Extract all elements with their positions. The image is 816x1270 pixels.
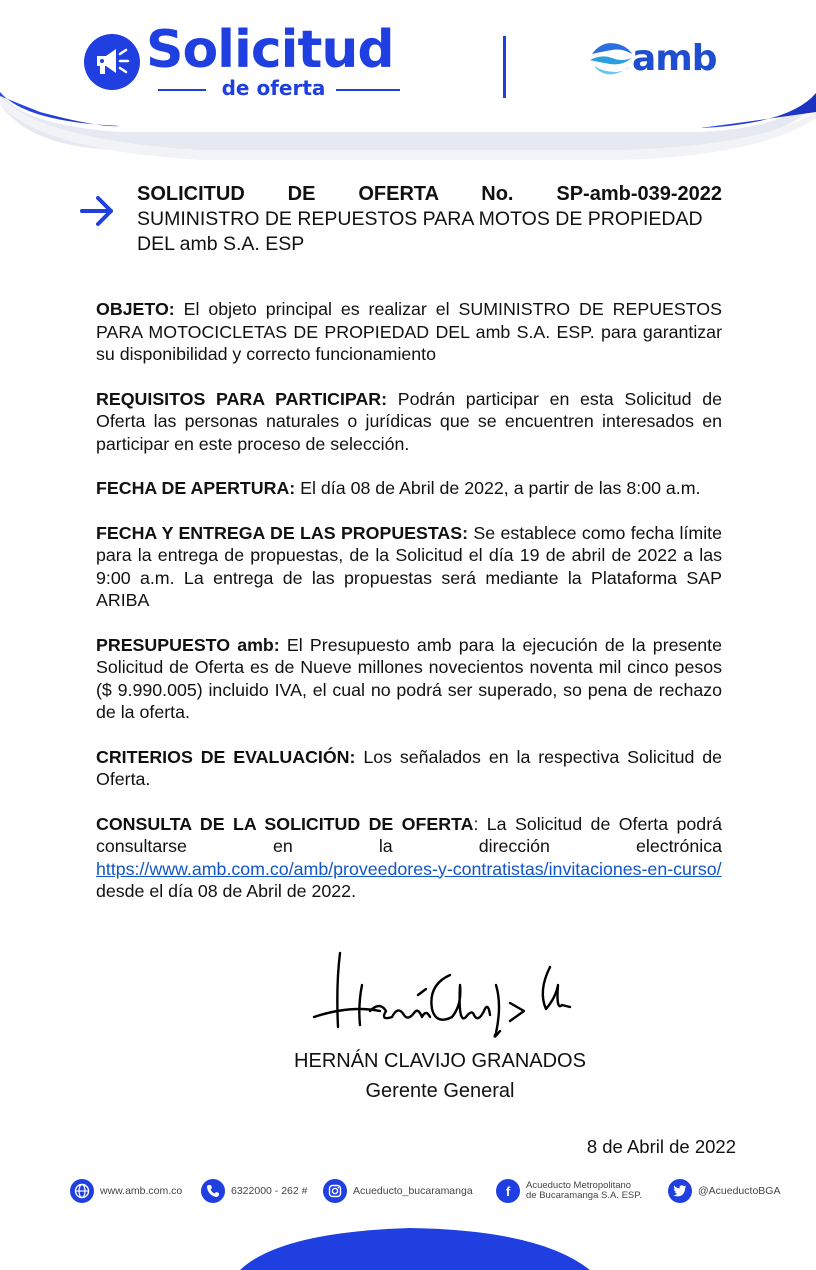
footer-instagram[interactable] <box>323 1178 473 1204</box>
footer-web[interactable] <box>70 1178 182 1204</box>
megaphone-icon <box>84 34 140 90</box>
section-label: FECHA DE APERTURA: <box>96 478 296 498</box>
section-text: Los señalados en la respectiva Solicitud de Oferta. <box>96 746 723 789</box>
document-date: 8 de Abril de 2022 <box>586 1136 736 1157</box>
footer-facebook-line2: de Bucaramanga S.A. ESP. <box>526 1190 643 1201</box>
globe-icon <box>70 1179 94 1203</box>
page-header <box>0 0 816 165</box>
phone-icon <box>201 1179 225 1203</box>
handwritten-signature <box>300 945 580 1040</box>
title-word: SOLICITUD <box>137 183 245 205</box>
title-word: No. <box>481 183 514 205</box>
footer-phone-text: 6322000 - 262 # <box>231 1185 308 1197</box>
section-label: PRESUPUESTO amb: <box>96 634 280 655</box>
instagram-icon <box>323 1179 347 1203</box>
amb-wave-icon <box>588 38 634 78</box>
section-apertura <box>96 477 722 500</box>
section-entrega <box>96 522 722 612</box>
footer-arc-decoration <box>0 1220 816 1270</box>
footer-facebook-line1: Acueducto Metropolitano <box>526 1180 632 1191</box>
section-label: CRITERIOS DE EVALUACIÓN: <box>96 746 356 767</box>
section-label: FECHA Y ENTREGA DE LAS PROPUESTAS: <box>96 522 469 543</box>
title-word: DE <box>287 183 316 205</box>
footer-facebook-text <box>526 1181 642 1201</box>
section-text: El Presupuesto amb para la ejecución de la presente Solicitud de Oferta es de Nueve millones novecientos noventa mil cinco pesos ($ 9.990.005) incluido IVA, el cual no podrá ser superado, so pena de rechazo de la oferta. <box>96 634 722 722</box>
logo-underline-right <box>336 89 400 91</box>
footer-twitter[interactable] <box>668 1178 780 1204</box>
section-requisitos <box>96 388 722 456</box>
section-text: : La Solicitud de Oferta podrá consultarse en la dirección electrónica <box>96 813 723 856</box>
footer-phone[interactable] <box>201 1178 307 1204</box>
footer-facebook[interactable] <box>496 1178 642 1204</box>
footer-web-text: www.amb.com.co <box>100 1185 183 1197</box>
document-subtitle: SUMINISTRO DE REPUESTOS PARA MOTOS DE PROPIEDAD DEL amb S.A. ESP <box>137 208 703 255</box>
amb-logo <box>588 38 738 88</box>
section-label: OBJETO: <box>96 299 175 319</box>
footer-instagram-text: Acueducto_bucaramanga <box>353 1185 473 1197</box>
page-footer <box>70 1178 790 1208</box>
signer-name: HERNÁN CLAVIJO GRANADOS <box>294 1050 586 1072</box>
title-number: SP-amb-039-2022 <box>556 183 723 205</box>
facebook-icon: f <box>496 1179 520 1203</box>
section-label: CONSULTA DE LA SOLICITUD DE OFERTA <box>96 813 474 834</box>
section-presupuesto <box>96 634 722 724</box>
section-text: El objeto principal es realizar el SUMINISTRO DE REPUESTOS PARA MOTOCICLETAS DE PROPIEDAD DEL amb S.A. ESP. para garantizar su disponibilidad y correcto funcionamiento <box>96 299 722 364</box>
section-consulta <box>96 813 722 903</box>
section-objeto <box>96 298 722 366</box>
logo-subtitle: de oferta <box>221 76 326 100</box>
signer-role: Gerente General <box>365 1080 515 1102</box>
amb-brand-text: amb <box>632 38 717 79</box>
section-label: REQUISITOS PARA PARTICIPAR: <box>96 388 388 409</box>
section-text: Podrán participar en esta Solicitud de Oferta las personas naturales o jurídicas que se encuentren interesados en participar en este proceso de selección. <box>96 388 722 454</box>
section-criterios <box>96 746 722 791</box>
section-text: desde el día 08 de Abril de 2022. <box>96 881 357 901</box>
signer-block <box>270 1046 610 1106</box>
title-word: OFERTA <box>358 183 439 205</box>
document-title-block <box>80 182 722 257</box>
consulta-link[interactable]: https://www.amb.com.co/amb/proveedores-y-contratistas/invitaciones-en-curso/ <box>96 858 722 879</box>
header-divider <box>503 36 506 98</box>
arrow-right-icon <box>80 194 116 228</box>
section-text: El día 08 de Abril de 2022, a partir de las 8:00 a.m. <box>295 478 701 498</box>
document-title <box>137 182 722 207</box>
document-body <box>96 298 722 925</box>
footer-twitter-text: @AcueductoBGA <box>698 1185 781 1197</box>
logo-title: Solicitud <box>146 20 394 80</box>
solicitud-oferta-logo <box>84 20 414 103</box>
twitter-icon <box>668 1179 692 1203</box>
section-text: Se establece como fecha límite para la entrega de propuestas, de la Solicitud el día 19 de abril de 2022 a las 9:00 a.m. La entrega de las propuestas será mediante la Plataforma SAP ARIBA <box>96 522 722 610</box>
